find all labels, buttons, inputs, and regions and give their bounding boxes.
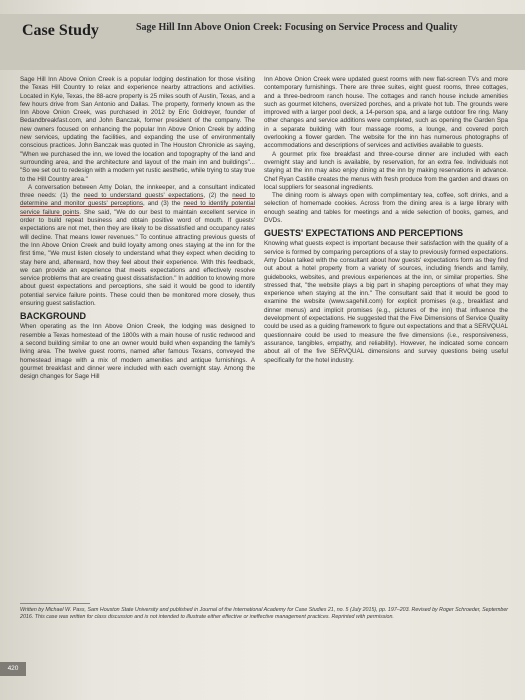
expectations-heading: GUESTS' EXPECTATIONS AND PERCEPTIONS [264,228,463,239]
underlined-need-3: need to identify potential service failure points [20,200,255,216]
underlined-need-1: need to understand guests' expectations [83,192,204,200]
dining-paragraph: A gourmet prix fixe breakfast and three-course dinner are included with each overnight stay and lunch is available, by reservation, for an extra fee. Individuals not staying at the inn may also enjoy dining at the inn by making reservations in advance. Chef Ryan Castille creates the menus with fresh produce from the garden and draws on local suppliers for seasonal ingredients. [264,150,508,191]
background-paragraph: When operating as the Inn Above Onion Creek, the lodging was designed to resemble a Texas homestead of the 1800s with a main house of rustic redwood and a second building similar to one an owner would build when expanding the family's living area. The twelve guest rooms, named after famous Texans, conveyed the homestead image with a mix of modern amenities and antique furnishings. A gourmet breakfast and dinner were included with each overnight stay. Among the design changes for Sage Hill [20,323,255,381]
footnote-rule [20,603,90,604]
left-column [20,76,255,381]
page-number: 420 [0,662,26,676]
expectations-paragraph: Knowing what guests expect is important because their satisfaction with the quality of a service is formed by comparing perceptions of a stay to previously formed expectations. Amy Dolan talked with the consultant about how guests' expectations form as they find out about a hotel property from a variety of sources, including friends and family, guidebooks, websites, and previous experiences at the inn, or similar properties. She stressed that, "the website plays a big part in shaping perceptions of what they may experience when staying at the inn." The consultant said that it would be good to examine the website (www.sagehill.com) for explicit promises (e.g., breakfast and dinner menus) and implicit promises (e.g., pictures of the inn) that influence the development of expectations. He suggested that the Five Dimensions of Service Quality could be used as a guiding framework to figure out expectations and that a SERVQUAL questionnaire could be used to measure the five dimensions (i.e., responsiveness, assurance, tangibles, empathy, and reliability). However, he indicated some concern about all of the five SERVQUAL dimensions and survey questions being useful specifically for the hotel industry. [264,240,508,364]
footnote: Written by Michael W. Pass, Sam Houston State University and published in Journal of the International Academy for Case Studies 21, no. 5 (July 2015), pp. 197–203. Revised by Roger Schroeder, September 2016. This case was written for class discussion and is not intended to illustrate either effective or ineffective management practices. Reprinted with permission. [20,607,509,621]
updates-paragraph: Inn Above Onion Creek were updated guest rooms with new flat-screen TVs and more contemporary furnishings. There are three suites, eight guest rooms, three cottages, and a three-bedroom ranch house. The cottages and ranch house include amenities such as gourmet kitchens, oversized porches, and a private hot tub. The grounds were improved with a larger pool deck, a 14-person spa, and a large outdoor fire ring. Many other changes and service additions were completed, such as opening the Garden Spa in a separate building with four massage rooms, a lounge, and covered porch overlooking a flower garden. The website for the inn has numerous photographs of accommodations and descriptions of services and activities available to guests. [264,76,508,150]
case-study-label: Case Study [22,22,99,39]
case-header [0,14,525,70]
right-column [264,76,508,365]
dining-room-paragraph: The dining room is always open with complimentary tea, coffee, soft drinks, and a selection of homemade cookies. Across from the dining area is a large library with enough seating and tables for meetings and a wide selection of books, games, and DVDs. [264,192,508,225]
underlined-need-2: need to determine and monitor guests' perceptions [20,192,255,208]
case-title: Sage Hill Inn Above Onion Creek: Focusing on Service Process and Quality [136,22,458,33]
intro-paragraph: Sage Hill Inn Above Onion Creek is a popular lodging destination for those visiting the Texas Hill Country to relax and experience nearby attractions and activities. Located in Kyle, Texas, the 88-acre property is 25 miles south of Austin, Texas, and a few hours drive from San Antonio and Dallas. The property, formerly known as the Inn Above Onion Creek, was purchased in 2012 by Eric Goldreyer, founder of Bedandbreakfast.com, and John Banczak, former president of the company. The new owners focused on enhancing the popular Inn Above Onion Creek by adding new services, updating the facilities, and expanding the use of environmentally conscious practices. John Banczak was quoted in The Houston Chronicle as saying, "When we purchased the inn, we loved the location and topography of the land and surrounding area, and the architecture and layout of the main inn and buildings"... "So we set out to redesign with a modern yet rustic aesthetic, while trying to stay true to the Hill Country area." [20,76,255,183]
needs-paragraph: A conversation between Amy Dolan, the innkeeper, and a consultant indicated three needs: (1) the need to understand guests' expectations, (2) the need to determine and monitor guests' perceptions, and (3) the need to identify potential service failure points. She said, "We do our best to maintain excellent service in order to build repeat business and obtain positive word of mouth. If guests' expectations are not met, then they are likely to be dissatisfied and occupancy rates will decline. That means lower revenues." To continue attracting previous guests of the Inn Above Onion Creek and build loyalty among ones staying at the inn for the first time, "We must listen closely to understand what they expect when deciding to stay here and, afterward, how they feel about their experience. With this feedback, we can provide an experience that meets expectations and effectively resolve service problems that are creating guest dissatisfaction." In addition to knowing more about guest expectations and perceptions, she said it would be good to identify potential service failure points. These could then be monitored more closely, thus ensuring guest satisfaction. [20,183,255,308]
background-heading: BACKGROUND [20,311,86,322]
